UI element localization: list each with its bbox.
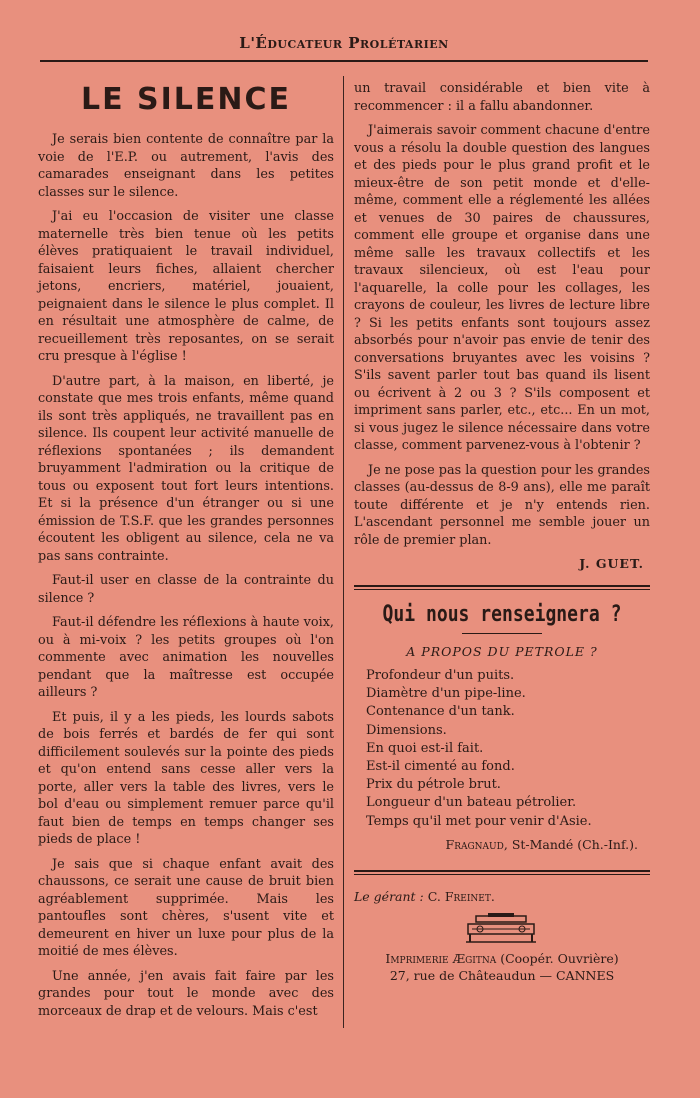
list-item: Dimensions. [366, 722, 447, 738]
printer-address: 27, rue de Châteaudun — CANNES [389, 967, 615, 983]
author-place: , St-Mandé (Ch.-Inf.). [503, 836, 638, 852]
gerant-name: C. Freinet. [427, 888, 495, 904]
paragraph: Je ne pose pas la question pour les grandes classes (au-dessus de 8-9 ans), elle me paraît toute différente et je n'y entends rien. L'ascendant personnel me semble jouer un rôle de premier plan. [354, 462, 650, 548]
paragraph: J'aimerais savoir comment chacune d'entre vous a résolu la double question des langues et des pieds pour le plus grand profit et le mieux-être de son petit monde et d'elle-même, comment elle a réglementé les allées et venues de 30 paires de chaussures, comment elle groupe et organise dans une même salle les travaux collectifs et les travaux silencieux, où est l'eau pour l'aquarelle, la colle pour les collages, les crayons de couleur, les livres de lecture libre ? Si les petits enfants sont toujours assez absorbés pour n'avoir pas envie de tenir des conversations bruyantes avec les voisins ? S'ils savent parler tout bas quand ils lisent ou écrivent à 2 ou 3 ? S'ils composent et impriment sans parler, etc., etc... En un mot, si vous jugez le silence nécessaire dans votre classe, comment parvenez-vous à l'obtenir ? [354, 123, 650, 453]
article-signature: J. GUET. [579, 556, 644, 571]
gerant-line [354, 889, 650, 904]
printer-name: Imprimerie Ægitna [385, 950, 497, 966]
question-list [366, 667, 650, 831]
list-item: Contenance d'un tank. [366, 704, 515, 720]
list-item: Prix du pétrole brut. [366, 777, 501, 793]
author-name: Fragnaud [445, 836, 504, 852]
left-column [38, 80, 334, 1027]
paragraph: Je serais bien contente de connaître par la voie de l'E.P. ou autrement, l'avis des camarades enseignant dans les petites classes sur le silence. [38, 132, 334, 200]
paragraph: Et puis, il y a les pieds, les lourds sabots de bois ferrés et bardés de fer qui sont difficilement soulevés sur la pointe des pieds et qu'on entend sans cesse aller vers la porte, aller vers la table des livres, vers le bol d'eau ou simplement remuer parce qu'il faut bien de temps en temps changer ses pieds de place ! [38, 709, 334, 847]
paragraph: Je sais que si chaque enfant avait des chaussons, ce serait une cause de bruit bien agréablement supprimée. Mais les pantoufles sont chères, s'usent vite et demeurent en hiver un luxe pour plus de la moitié de mes élèves. [38, 856, 334, 959]
paragraph: D'autre part, à la maison, en liberté, je constate que mes trois enfants, même quand ils sont très appliqués, ne travaillent pas en silence. Ils coupent leur activité manuelle de réflexions spontanées ; ils demandent bruyamment l'admiration ou la critique de tous ou exposent tout fort leurs intentions. Et si la présence d'un étranger ou si une émission de T.S.F. que les grandes personnes écoutent les obligent au silence, cela ne va pas sans contrainte. [38, 373, 334, 564]
list-item: Diamètre d'un pipe-line. [366, 686, 526, 702]
printer-line-1 [354, 950, 650, 967]
list-item: Longueur d'un bateau pétrolier. [366, 795, 577, 811]
column-divider [343, 76, 344, 1028]
paragraph: Faut-il user en classe de la contrainte du silence ? [38, 573, 334, 606]
footer-divider [354, 870, 650, 872]
press-icon [466, 912, 536, 944]
paragraph: J'ai eu l'occasion de visiter une classe maternelle très bien tenue où les petits élèves pratiquaient le travail individuel, faisaient leurs fiches, allaient chercher jetons, encriers, matériel, jouaient, peignaient dans le silence le plus complet. Il en résultait une atmosphère de calme, de recueillement très reposantes, on se serait cru presque à l'église ! [38, 209, 334, 364]
list-item: Est-il cimenté au fond. [366, 759, 515, 775]
footer-divider-thin [354, 874, 650, 875]
inquiry-author [354, 837, 638, 852]
gerant-label: Le gérant : [354, 888, 424, 904]
printer-cooperative: (Coopér. Ouvrière) [496, 950, 619, 966]
inquiry-title: Qui nous renseignera ? [382, 602, 622, 627]
list-item: Profondeur d'un puits. [366, 668, 515, 683]
paragraph: un travail considérable et bien vite à recommencer : il a fallu abandonner. [354, 81, 650, 114]
section-divider [354, 585, 650, 590]
paragraph: Faut-il défendre les réflexions à haute voix, ou à mi-voix ? les petits groupes où l'on commente avec animation les nouvelles pendant que la maîtresse est occupée ailleurs ? [38, 615, 334, 700]
article-title: LE SILENCE [80, 82, 292, 117]
header-rule [40, 60, 648, 62]
list-item: Temps qu'il met pour venir d'Asie. [366, 813, 592, 829]
inquiry-subheading: A PROPOS DU PETROLE ? [406, 644, 598, 659]
printer-logo-icon [466, 912, 536, 944]
paragraph: Une année, j'en avais fait faire par les grandes pour tout le monde avec des morceaux de drap et de velours. Mais c'est [38, 968, 334, 1019]
printer-info [354, 950, 650, 984]
list-item: En quoi est-il fait. [366, 740, 484, 756]
title-underline [462, 633, 542, 634]
running-header: L'Éducateur Prolétarien [239, 34, 449, 52]
right-column [354, 80, 650, 984]
